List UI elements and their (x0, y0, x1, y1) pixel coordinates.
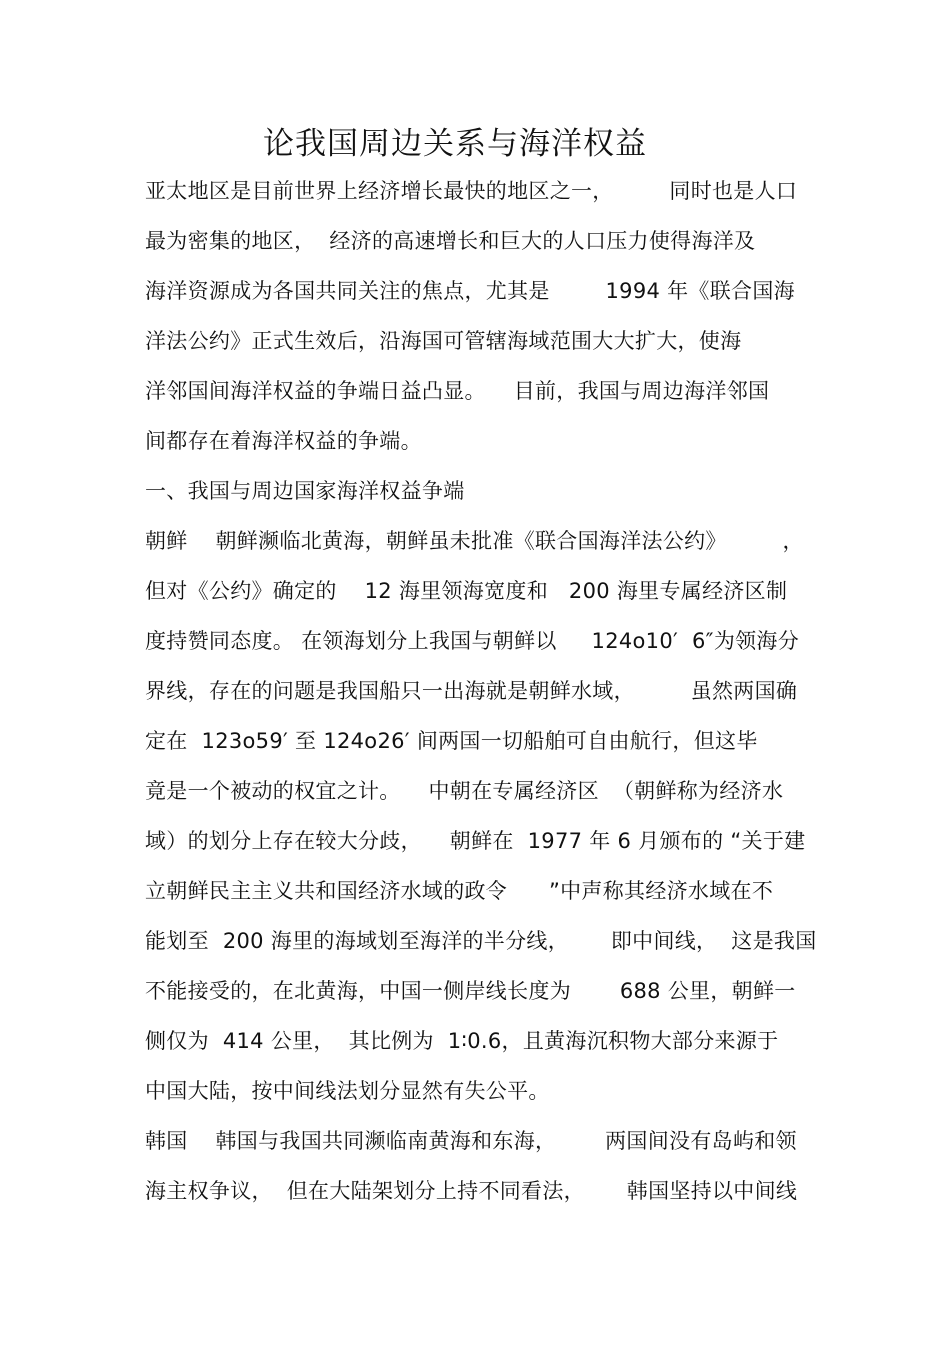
text-line: 域）的划分上存在较大分歧， 朝鲜在 1977 年 6 月颁布的 “关于建 (145, 829, 806, 853)
text-line: 立朝鲜民主主义共和国经济水域的政令 ”中声称其经济水域在不 (145, 879, 774, 903)
text-line: 定在 123o59′ 至 124o26′ 间两国一切船舶可自由航行，但这毕 (145, 729, 758, 753)
text-line: 亚太地区是目前世界上经济增长最快的地区之一， 同时也是人口 (145, 179, 798, 203)
document-title: 论我国周边关系与海洋权益 (263, 126, 647, 162)
text-line: 海主权争议， 但在大陆架划分上持不同看法， 韩国坚持以中间线 (145, 1179, 798, 1203)
text-line: 朝鲜 朝鲜濒临北黄海，朝鲜虽未批准《联合国海洋法公约》 ， (145, 529, 804, 553)
section-heading: 一、我国与周边国家海洋权益争端 (145, 479, 465, 503)
text-line: 最为密集的地区， 经济的高速增长和巨大的人口压力使得海洋及 (145, 229, 756, 253)
text-line: 中国大陆，按中间线法划分显然有失公平。 (145, 1079, 550, 1103)
text-line: 能划至 200 海里的海域划至海洋的半分线， 即中间线， 这是我国 (145, 929, 817, 953)
text-line: 韩国 韩国与我国共同濒临南黄海和东海， 两国间没有岛屿和领 (145, 1129, 797, 1153)
text-line: 度持赞同态度。 在领海划分上我国与朝鲜以 124o10′ 6″为领海分 (145, 629, 800, 653)
text-line: 间都存在着海洋权益的争端。 (145, 429, 422, 453)
text-line: 界线，存在的问题是我国船只一出海就是朝鲜水域， 虽然两国确 (145, 679, 798, 703)
text-line: 洋法公约》正式生效后，沿海国可管辖海域范围大大扩大，使海 (145, 329, 742, 353)
text-line: 洋邻国间海洋权益的争端日益凸显。 目前，我国与周边海洋邻国 (145, 379, 770, 403)
text-line: 竟是一个被动的权宜之计。 中朝在专属经济区 （朝鲜称为经济水 (145, 779, 784, 803)
text-line: 不能接受的，在北黄海，中国一侧岸线长度为 688 公里，朝鲜一 (145, 979, 796, 1003)
text-line: 但对《公约》确定的 12 海里领海宽度和 200 海里专属经济区制 (145, 579, 788, 603)
text-line: 海洋资源成为各国共同关注的焦点，尤其是 1994 年《联合国海 (145, 279, 795, 303)
text-line: 侧仅为 414 公里， 其比例为 1∶0.6，且黄海沉积物大部分来源于 (145, 1029, 779, 1053)
